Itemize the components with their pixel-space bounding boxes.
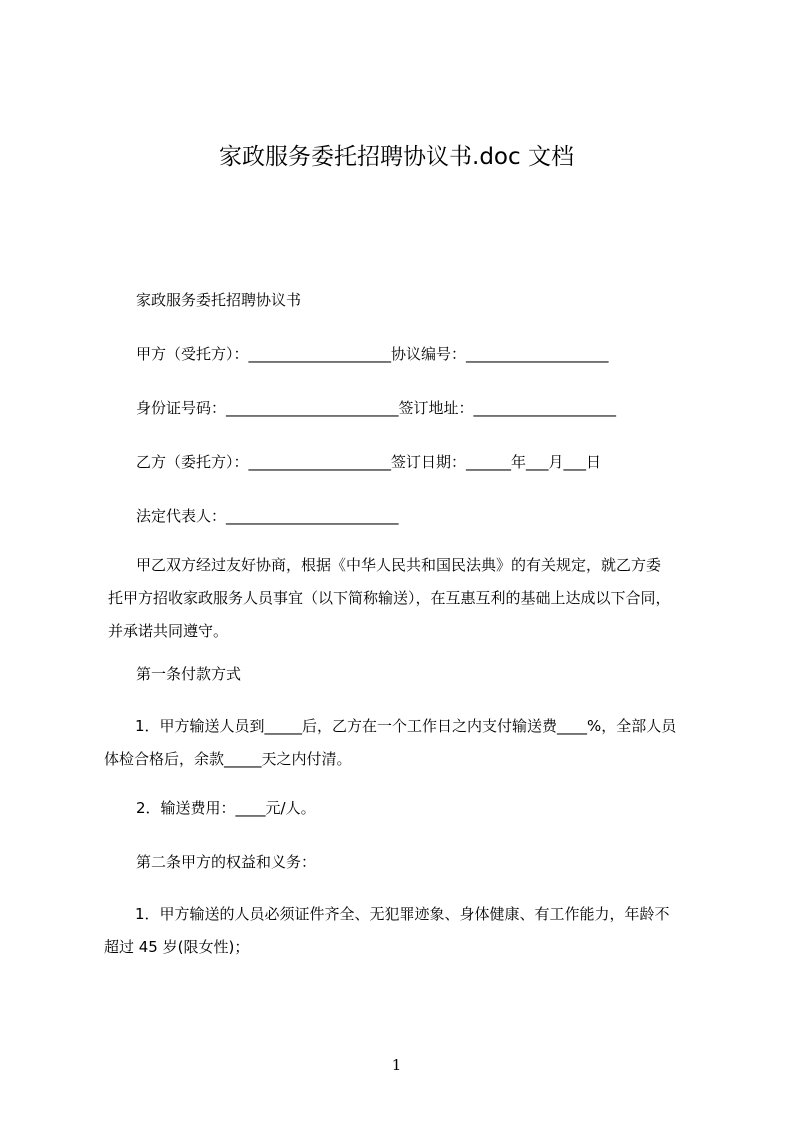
page-number: 1	[391, 1056, 402, 1074]
intro-line-3: 并承诺共同遵守。	[108, 622, 229, 640]
article-1-title: 第一条付款方式	[136, 665, 242, 683]
article-1-item-1-line-1: 1．甲方输送人员到_____后，乙方在一个工作日之内支付输送费____%，全部人员	[135, 717, 677, 735]
article-1-item-1-line-2: 体检合格后，余款_____天之内付清。	[104, 750, 352, 768]
legal-representative-line: 法定代表人：_______________________	[136, 507, 399, 525]
article-2-title: 第二条甲方的权益和义务：	[136, 853, 317, 871]
article-2-item-1-line-1: 1．甲方输送的人员必须证件齐全、无犯罪迹象、身体健康、有工作能力，年龄不	[135, 905, 670, 923]
intro-paragraph	[108, 549, 714, 648]
article-1-item-1	[104, 710, 710, 776]
article-2-item-1	[104, 898, 710, 964]
party-a-line: 甲方（受托方）：___________________协议编号：___________________	[136, 345, 609, 363]
agreement-heading: 家政服务委托招聘协议书	[136, 291, 302, 309]
id-number-line: 身份证号码：_______________________签订地址：___________________	[136, 399, 617, 417]
article-2-item-1-line-2: 超过 45 岁(限女性)；	[104, 938, 250, 956]
intro-line-2: 托甲方招收家政服务人员事宜（以下简称输送），在互惠互利的基础上达成以下合同，	[108, 589, 671, 607]
document-title: 家政服务委托招聘协议书.doc 文档	[219, 144, 574, 170]
article-1-item-2: 2．输送费用：____元/人。	[136, 799, 316, 817]
intro-line-1: 甲乙双方经过友好协商，根据《中华人民共和国民法典》的有关规定，就乙方委	[136, 556, 662, 574]
party-b-line: 乙方（委托方）：___________________签订日期：______年___月___日	[136, 453, 602, 471]
